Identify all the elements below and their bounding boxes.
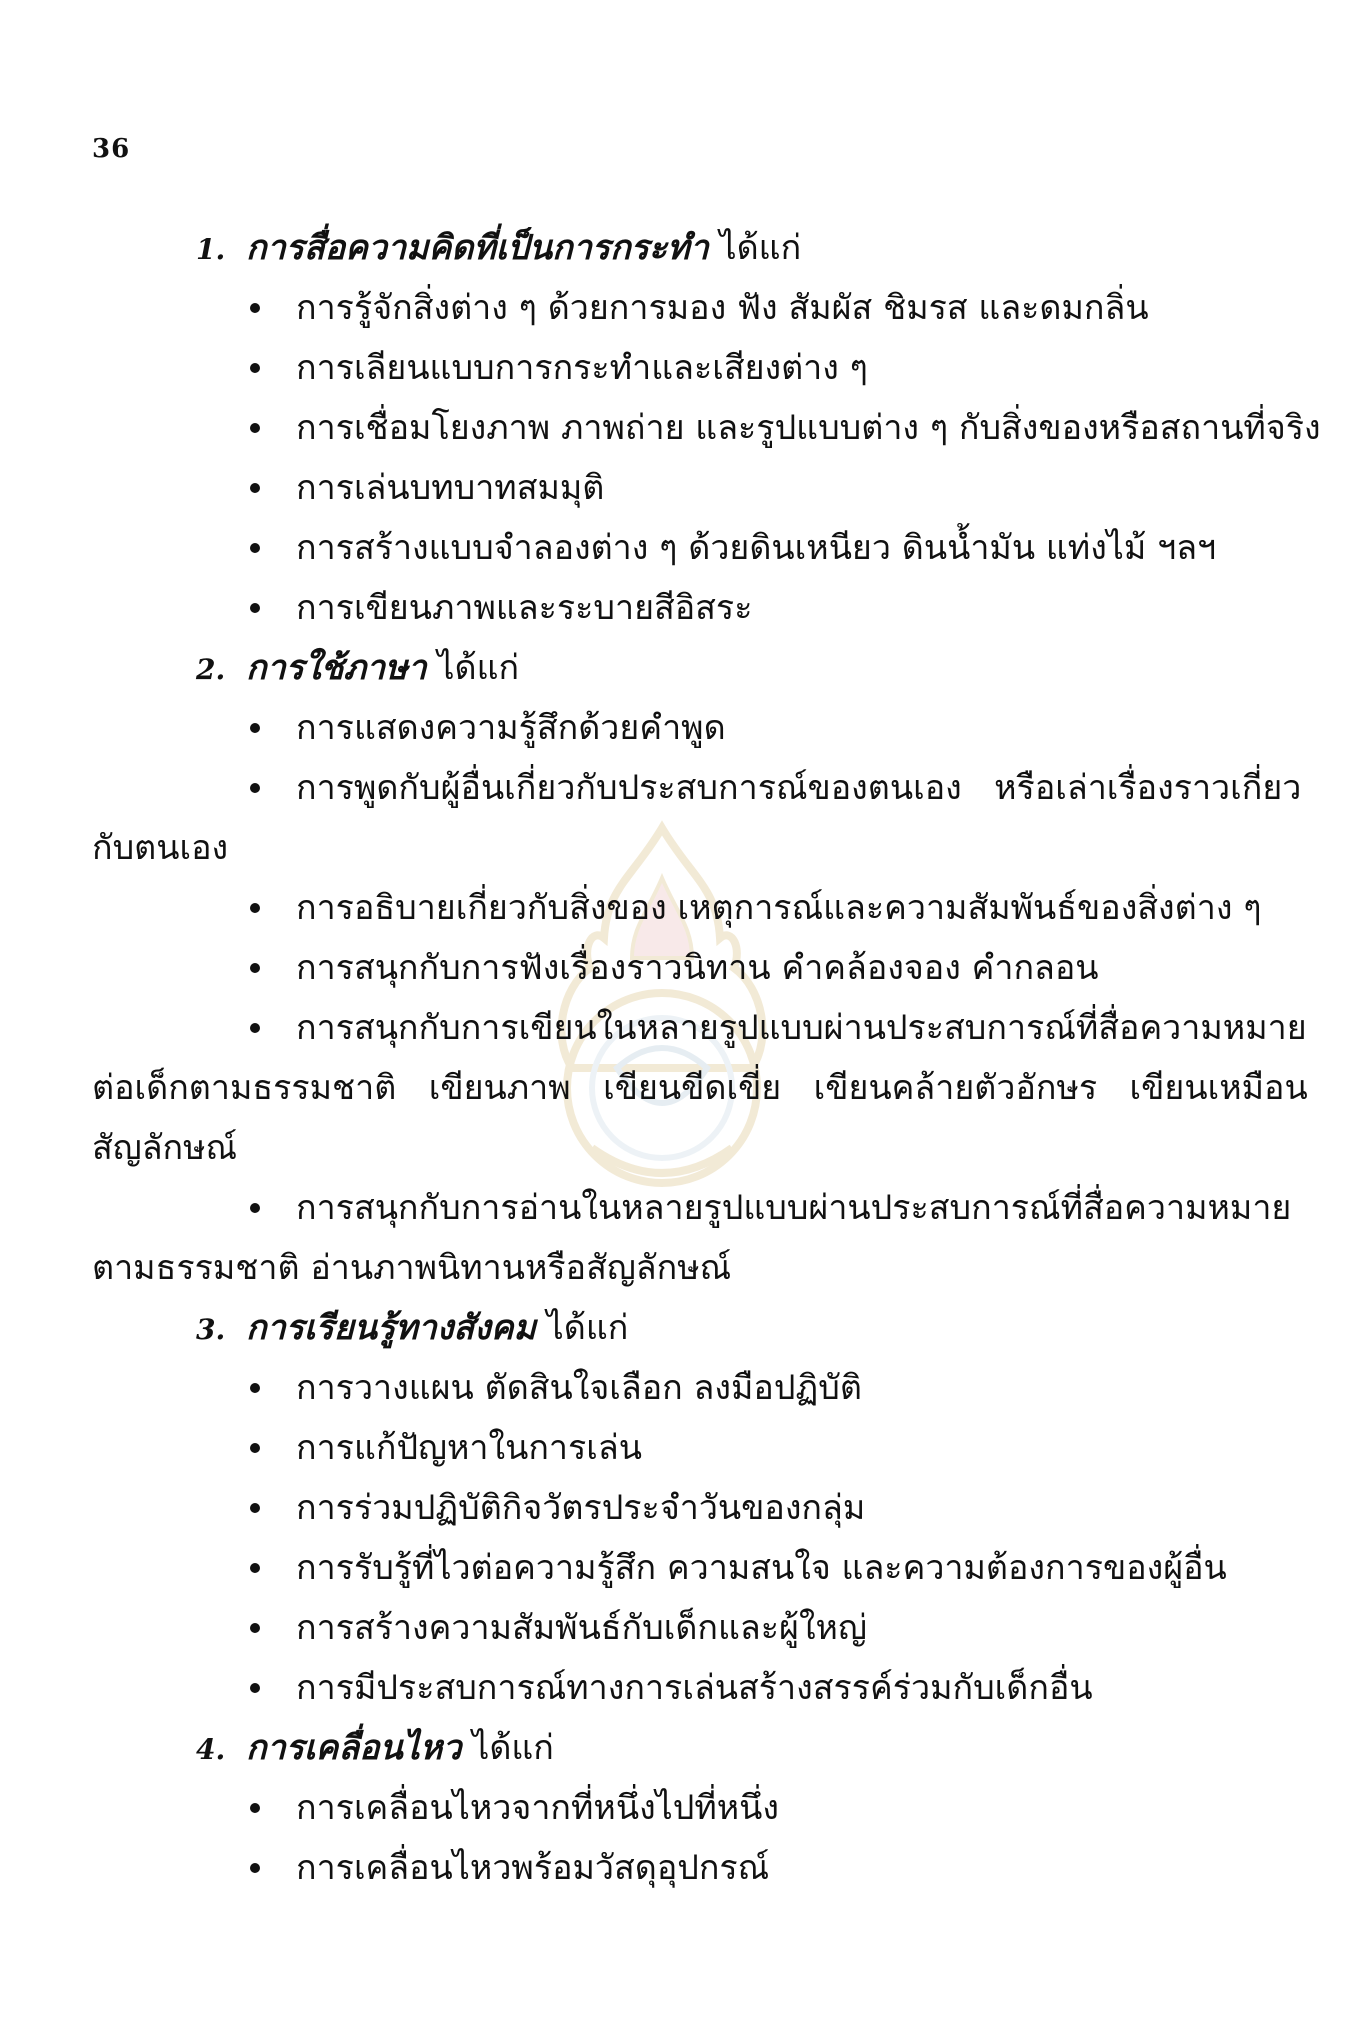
section-number: 3.: [196, 1313, 226, 1346]
bullet-icon: [250, 1443, 260, 1453]
bullet-icon: [250, 363, 260, 373]
bullet-icon: [250, 423, 260, 433]
list-item-text: การสนุกกับการอ่านในหลายรูปแบบผ่านประสบการณ์ที่สื่อความหมาย: [296, 1188, 1292, 1228]
list-item-text: การเคลื่อนไหวพร้อมวัสดุอุปกรณ์: [296, 1848, 770, 1888]
section-number: 4.: [196, 1733, 226, 1766]
list-item: [250, 886, 1262, 930]
list-item: [250, 766, 1301, 810]
bullet-icon: [250, 1683, 260, 1693]
list-item: [250, 466, 604, 510]
list-item: [250, 1546, 1227, 1590]
list-item-continuation: ตามธรรมชาติ อ่านภาพนิทานหรือสัญลักษณ์: [92, 1248, 732, 1288]
list-item-text: การพูดกับผู้อื่นเกี่ยวกับประสบการณ์ของตนเอง หรือเล่าเรื่องราวเกี่ยว: [296, 768, 1302, 808]
list-item: [250, 1606, 867, 1650]
section-title: การใช้ภาษา: [246, 648, 427, 688]
list-item: [250, 946, 1099, 990]
list-item-text: การสนุกกับการฟังเรื่องราวนิทาน คำคล้องจอง คำกลอน: [296, 948, 1099, 988]
list-item: [250, 1006, 1307, 1050]
list-item-text: การเขียนภาพและระบายสีอิสระ: [296, 588, 753, 628]
list-item-text: การรับรู้ที่ไวต่อความรู้สึก ความสนใจ และความต้องการของผู้อื่น: [296, 1548, 1227, 1588]
list-item: [250, 1486, 865, 1530]
bullet-icon: [250, 903, 260, 913]
list-item-text: การวางแผน ตัดสินใจเลือก ลงมือปฏิบัติ: [296, 1368, 862, 1408]
list-item-text: การสร้างแบบจำลองต่าง ๆ ด้วยดินเหนียว ดินน้ำมัน แท่งไม้ ฯลฯ: [296, 528, 1217, 568]
bullet-icon: [250, 1383, 260, 1393]
section-heading-3: [196, 1306, 628, 1352]
bullet-icon: [250, 723, 260, 733]
list-item-text: การเคลื่อนไหวจากที่หนึ่งไปที่หนึ่ง: [296, 1788, 780, 1828]
list-item-continuation: กับตนเอง: [92, 828, 229, 868]
list-item: [250, 1786, 779, 1830]
list-item: [250, 1366, 862, 1410]
list-item: [250, 586, 752, 630]
bullet-icon: [250, 543, 260, 553]
list-item-text: การอธิบายเกี่ยวกับสิ่งของ เหตุการณ์และความสัมพันธ์ของสิ่งต่าง ๆ: [296, 888, 1262, 928]
section-title: การเรียนรู้ทางสังคม: [246, 1308, 536, 1348]
bullet-icon: [250, 483, 260, 493]
bullet-icon: [250, 1863, 260, 1873]
list-item: [250, 1186, 1291, 1230]
section-number: 2.: [196, 653, 226, 686]
bullet-icon: [250, 303, 260, 313]
list-item-text: การแสดงความรู้สึกด้วยคำพูด: [296, 708, 726, 748]
list-item-text: การมีประสบการณ์ทางการเล่นสร้างสรรค์ร่วมกับเด็กอื่น: [296, 1668, 1093, 1708]
list-item-text: การเล่นบทบาทสมมุติ: [296, 468, 605, 508]
list-item-text: การร่วมปฏิบัติกิจวัตรประจำวันของกลุ่ม: [296, 1488, 866, 1528]
page-number: 36: [92, 134, 131, 164]
list-item: [250, 1666, 1093, 1710]
section-suffix: ได้แก่: [461, 1728, 554, 1768]
list-item: [250, 706, 726, 750]
list-item: [250, 406, 1321, 450]
list-item: [250, 286, 1149, 330]
bullet-icon: [250, 603, 260, 613]
section-title: การเคลื่อนไหว: [246, 1728, 462, 1768]
list-item-text: การรู้จักสิ่งต่าง ๆ ด้วยการมอง ฟัง สัมผัส ชิมรส และดมกลิ่น: [296, 288, 1149, 328]
list-item-continuation: สัญลักษณ์: [92, 1128, 238, 1168]
section-suffix: ได้แก่: [535, 1308, 629, 1348]
section-suffix: ได้แก่: [708, 228, 802, 268]
list-item-text: การแก้ปัญหาในการเล่น: [296, 1428, 642, 1468]
list-item: [250, 526, 1216, 570]
bullet-icon: [250, 783, 260, 793]
bullet-icon: [250, 963, 260, 973]
bullet-icon: [250, 1563, 260, 1573]
bullet-icon: [250, 1803, 260, 1813]
section-number: 1.: [196, 233, 226, 266]
section-suffix: ได้แก่: [426, 648, 520, 688]
list-item-text: การสนุกกับการเขียนในหลายรูปแบบผ่านประสบการณ์ที่สื่อความหมาย: [296, 1008, 1307, 1048]
list-item-text: การเลียนแบบการกระทำและเสียงต่าง ๆ: [296, 348, 868, 388]
section-title: การสื่อความคิดที่เป็นการกระทำ: [246, 228, 709, 268]
list-item-continuation: ต่อเด็กตามธรรมชาติ เขียนภาพ เขียนขีดเขี่ย เขียนคล้ายตัวอักษร เขียนเหมือน: [92, 1068, 1308, 1108]
section-heading-2: [196, 646, 519, 692]
list-item: [250, 1426, 642, 1470]
list-item-text: การเชื่อมโยงภาพ ภาพถ่าย และรูปแบบต่าง ๆ กับสิ่งของหรือสถานที่จริง: [296, 408, 1321, 448]
section-heading-4: [196, 1726, 554, 1772]
bullet-icon: [250, 1503, 260, 1513]
list-item: [250, 1846, 769, 1890]
section-heading-1: [196, 226, 801, 272]
bullet-icon: [250, 1023, 260, 1033]
bullet-icon: [250, 1623, 260, 1633]
bullet-icon: [250, 1203, 260, 1213]
list-item-text: การสร้างความสัมพันธ์กับเด็กและผู้ใหญ่: [296, 1608, 867, 1648]
list-item: [250, 346, 868, 390]
